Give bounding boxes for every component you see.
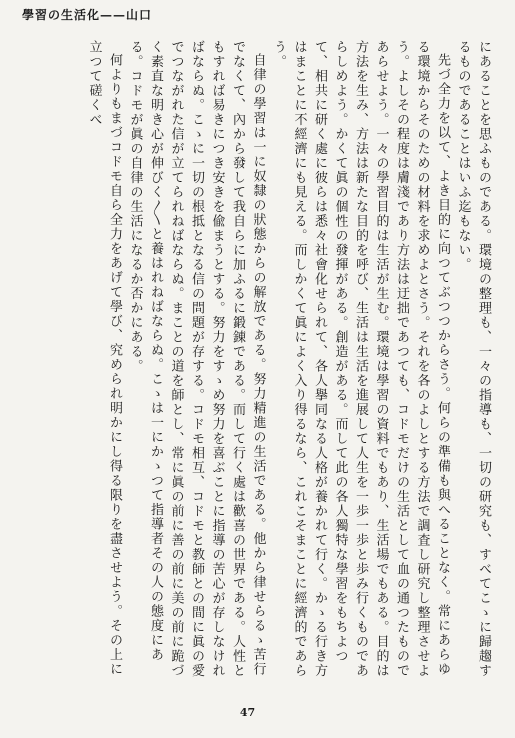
paragraph-1: にあることを思ふものである。環境の整理も、一々の指導も、一切の研究も、すべてこゝに歸趨するものであることはいふ迄もない。 [455, 40, 491, 678]
paragraph-4: 何よりもまづコドモ自ら全力をあげて學び、究められ明かにし得る限りを盡させよう。その上に立つて磋くべ [86, 40, 122, 677]
paragraph-2: 先づ全力を以て、よき目的に向つてぶつつからさう。何らの準備も與へることなく。常にあらゆる環境からそのための材料を求めよとさう。それを各のよしとする方法で調査し研究し整理させよう。よしその程度は膚淺であり方法は迂拙であつても、コドモだけの生活として血の通つたものであらせよう。一々の學習目的は生活が生む。環境は學習の資料でもあり、生活場でもある。目的は方法を生み、方法は新たな目的を呼び、生活は生活を進展して人生を一歩一歩と歩み行くものであらしめよう。かくて眞の個性の發揮がある。創造がある。而して此の各人獨特な學習をもちよつて、相共に研く處に彼らは悉々社會化せられて、各人擧同なる人格が養かれて行く。かゝる行き方はまことに不經濟にも見える。而しかくて眞によく入り得るなら、これこそまことに經濟的であらう。 [271, 40, 450, 678]
paragraph-3: 自律の學習は一に奴隸の狀態からの解放である。努力精進の生活である。他から律せらるゝ苦行でなくて、內から發して我自らに加ふるに鍛錬である。而して行く處は歡喜の世界である。人性ともすれば易きにつき安きを偸まうとする。努力をすゝめ努力を喜ぶことに指導の苦心が存しなければならぬ。こゝに一切の根抵となる信の問題が存する。コドモ相互、コドモと教師との間に眞の愛でつながれた信が立てられねばならぬ。まことの道を師とし、常に眞の前に善の前に美の前に跪づく素直な明き心が伸びく〳〵と養はれねばならぬ。こゝは一にかゝつて指導者その人の態度にある。コドモが眞の自律の生活になるか否かにある。 [127, 40, 266, 678]
body-text [28, 40, 493, 678]
page-number-text: 47 [239, 706, 256, 719]
running-header: 學習の生活化——山口 [22, 8, 153, 22]
page-number [0, 706, 515, 719]
